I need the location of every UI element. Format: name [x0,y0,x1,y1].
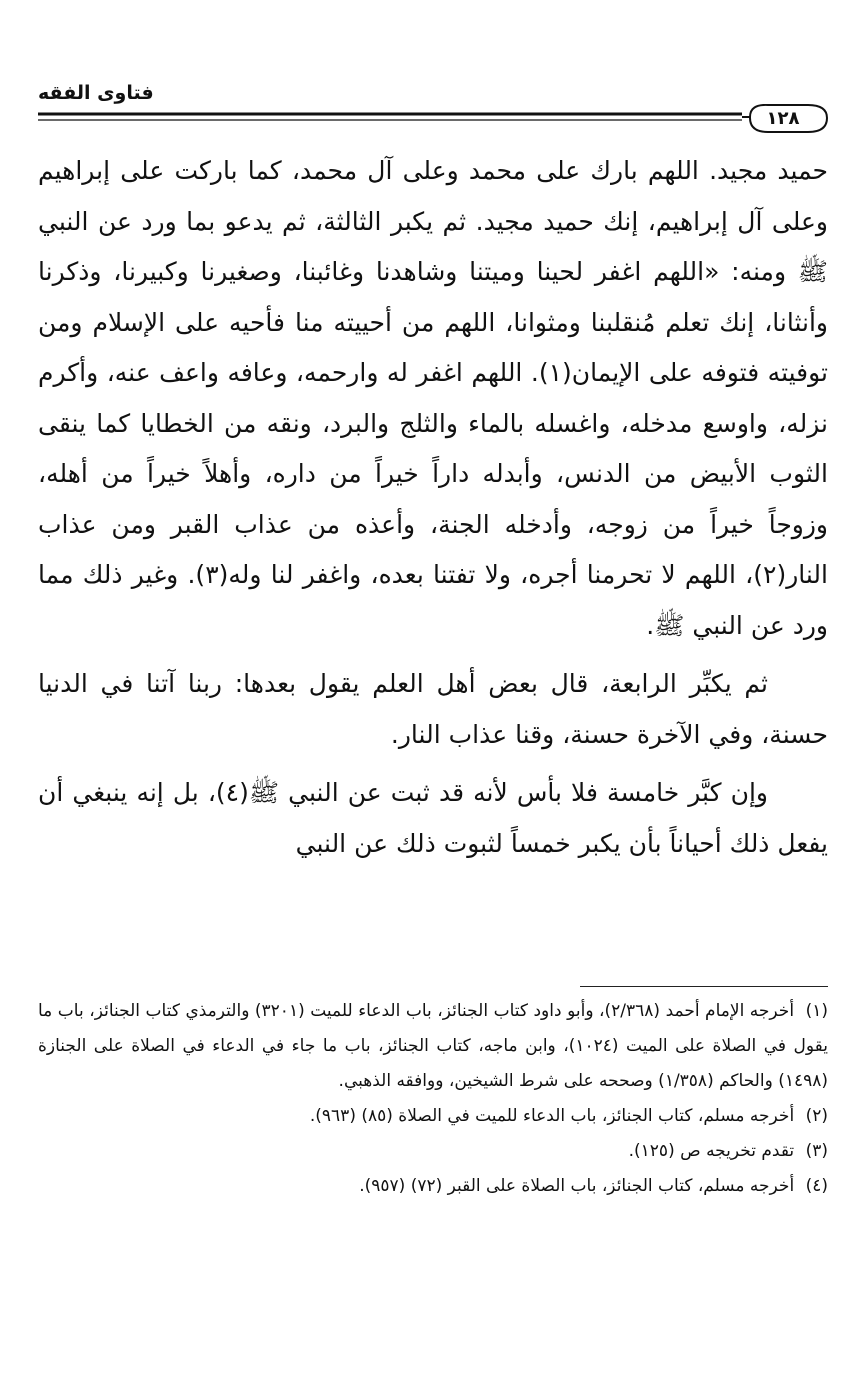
footnote-separator [580,986,828,987]
footnote-marker: (٢) [805,1106,828,1126]
footnote-text: تقدم تخريجه ص (١٢٥). [628,1141,795,1161]
footnote-4 [38,1169,828,1204]
header-rule [38,104,828,134]
footnote-3 [38,1134,828,1169]
paragraph-2: ثم يكبِّر الرابعة، قال بعض أهل العلم يقول بعدها: ربنا آتنا في الدنيا حسنة، وفي الآخرة حسنة، وقنا عذاب النار. [38,669,828,749]
running-title: فتاوى الفقه [38,82,154,104]
footnote-text: أخرجه الإمام أحمد (٢/٣٦٨)، وأبو داود كتاب الجنائز، باب الدعاء للميت (٣٢٠١) والترمذي كتاب الجنائز، باب ما يقول في الصلاة على الميت (١٠٢٤)، وابن ماجه، كتاب الجنائز، باب ما جاء في الدعاء في الصلاة على الجنازة (١٤٩٨) والحاكم (١/٣٥٨) وصححه على شرط الشيخين، ووافقه الذهبي. [38,1001,828,1091]
paragraph-1: حميد مجيد. اللهم بارك على محمد وعلى آل محمد، كما باركت على إبراهيم وعلى آل إبراهيم، إنك حميد مجيد. ثم يكبر الثالثة، ثم يدعو بما ورد عن النبي ﷺ ومنه: «اللهم اغفر لحينا وميتنا وشاهدنا وغائبنا، وصغيرنا وكبيرنا، وذكرنا وأنثانا، إنك تعلم مُنقلبنا ومثوانا، اللهم من أحييته منا فأحيه على الإسلام ومن توفيته فتوفه على الإيمان(١). اللهم اغفر له وارحمه، وعافه واعف عنه، وأكرم نزله، واوسع مدخله، واغسله بالماء والثلج والبرد، ونقه من الخطايا كما ينقى الثوب الأبيض من الدنس، وأبدله داراً خيراً من داره، وأهلاً خيراً من أهله، وزوجاً خيراً من زوجه، وأدخله الجنة، وأعذه من عذاب القبر ومن عذاب النار(٢)، اللهم لا تحرمنا أجره، ولا تفتنا بعده، واغفر لنا وله(٣). وغير ذلك مما ورد عن النبي ﷺ. [38,156,828,640]
footnotes [38,994,828,1204]
paragraph-3: وإن كبَّر خامسة فلا بأس لأنه قد ثبت عن النبي ﷺ(٤)، بل إنه ينبغي أن يفعل ذلك أحياناً بأن يكبر خمساً لثبوت ذلك عن النبي [38,778,828,858]
footnote-1 [38,994,828,1099]
footnote-text: أخرجه مسلم، كتاب الجنائز، باب الصلاة على القبر (٧٢) (٩٥٧). [359,1176,795,1196]
footnote-text: أخرجه مسلم، كتاب الجنائز، باب الدعاء للميت في الصلاة (٨٥) (٩٦٣). [309,1106,795,1126]
page-number: ١٢٨ [766,107,800,129]
footnote-marker: (١) [805,1001,828,1021]
footnote-marker: (٤) [805,1176,828,1196]
main-text [38,146,828,869]
header-rule-graphic [38,104,828,134]
footnote-2 [38,1099,828,1134]
footnote-marker: (٣) [805,1141,828,1161]
